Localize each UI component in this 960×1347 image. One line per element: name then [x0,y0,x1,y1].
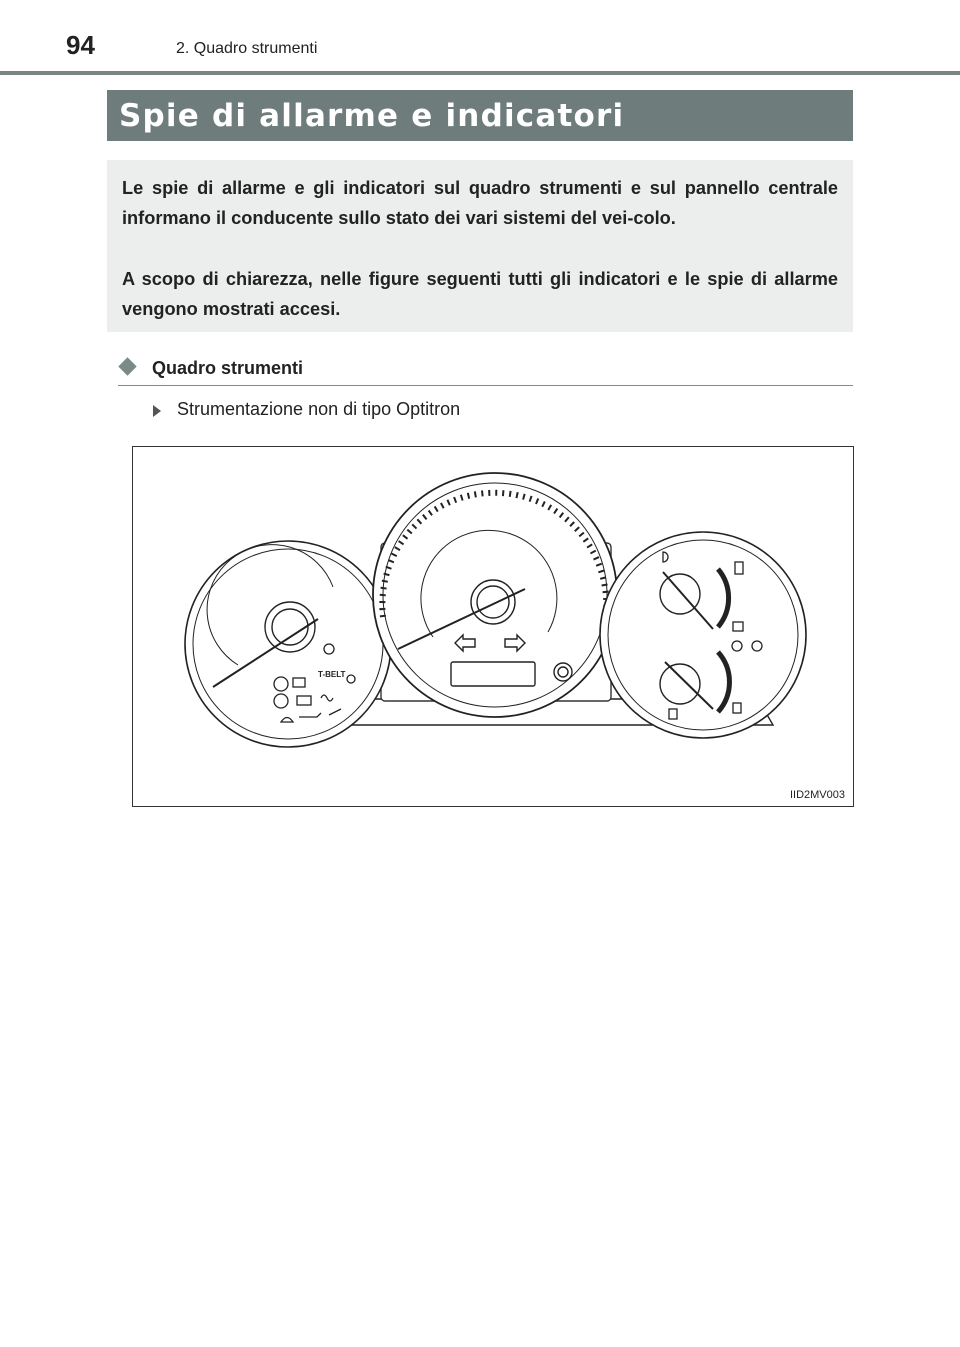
title-banner [107,90,853,141]
section-heading-label: Quadro strumenti [152,358,304,378]
header-rule [0,71,960,75]
page-header [0,0,960,76]
triangle-bullet-icon [153,405,161,417]
chapter-title: 2. Quadro strumenti [176,40,318,57]
section-heading [118,355,853,386]
instrument-cluster-figure [132,446,854,807]
speedometer-outer-ring [373,473,617,717]
page-title: Spie di allarme e indicatori [119,98,625,134]
page-number: 94 [66,30,95,60]
intro-paragraph-2: A scopo di chiarezza, nelle figure seguenti tutti gli indicatori e le spie di allarme vengono mostrati accesi. [122,269,838,319]
tachometer-outer-ring [185,541,391,747]
subsection-heading-label: Strumentazione non di tipo Optitron [177,399,461,419]
fuel-temp-outer-ring [600,532,806,738]
instrument-cluster-illustration [133,447,853,806]
diamond-bullet-icon [118,357,136,375]
intro-box [107,160,853,332]
figure-code: IID2MV003 [789,789,845,801]
intro-paragraph-1: Le spie di allarme e gli indicatori sul quadro strumenti e sul pannello centrale informano il conducente sullo stato dei vari sistemi del vei-colo. [122,178,838,228]
tbelt-label: T-BELT [318,670,346,679]
